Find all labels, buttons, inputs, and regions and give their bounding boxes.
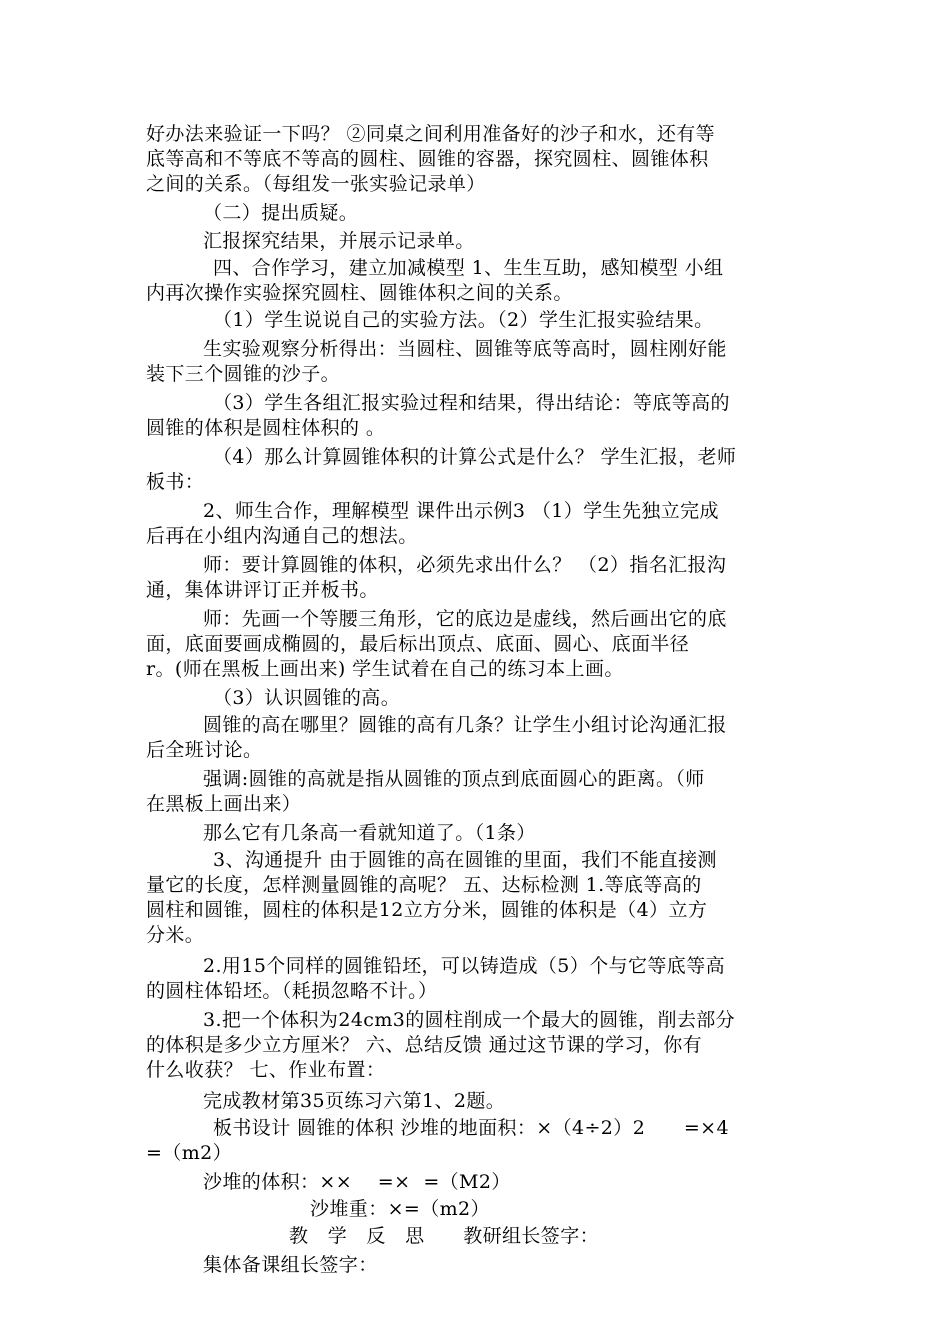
text-line-23: 圆锥的高在哪里？圆锥的高有几条？让学生小组讨论沟通汇报 [203,714,727,736]
text-line-4: （二）提出质疑。 [203,202,359,224]
text-line-2: 底等高和不等底不等高的圆柱、圆锥的容器，探究圆柱、圆锥体积 [146,148,709,170]
text-line-8: （1）学生说说自己的实验方法。（2）学生汇报实验结果。 [213,309,714,331]
text-line-39: =（m2） [146,1142,233,1164]
text-line-28: 3、沟通提升 由于圆锥的高在圆锥的里面，我们不能直接测 [213,849,717,871]
text-line-3: 之间的关系。（每组发一张实验记录单） [146,173,486,195]
text-line-37: 完成教材第35页练习六第1、2题。 [203,1090,506,1112]
text-line-11: （3）学生各组汇报实验过程和结果，得出结论：等底等高的 [213,392,730,414]
text-line-19: 师：先画一个等腰三角形，它的底边是虚线，然后画出它的底 [203,608,727,630]
text-line-18: 通，集体讲评订正并板书。 [146,579,379,601]
text-line-22: （3）认识圆锥的高。 [213,687,401,709]
text-line-14: 板书： [146,471,205,493]
text-line-16: 后再在小组内沟通自己的想法。 [146,525,418,547]
text-line-21: r。(师在黑板上画出来) 学生试着在自己的练习本上画。 [146,658,624,680]
text-line-13: （4）那么计算圆锥体积的计算公式是什么？ 学生汇报，老师 [213,446,737,468]
text-line-31: 分米。 [146,924,205,946]
text-line-27: 那么它有几条高一看就知道了。（1条） [203,822,536,844]
text-line-30: 圆柱和圆锥，圆柱的体积是12立方分米，圆锥的体积是（4）立方 [146,899,708,921]
text-line-12: 圆锥的体积是圆柱体积的 。 [146,417,386,439]
text-line-7: 内再次操作实验探究圆柱、圆锥体积之间的关系。 [146,282,573,304]
text-line-42: 教 学 反 思 教研组长签字： [289,1225,599,1247]
text-line-41: 沙堆重：×=（m2） [310,1198,490,1220]
text-line-6: 四、合作学习，建立加减模型 1、生生互助，感知模型 小组 [213,257,724,279]
text-line-43: 集体备课组长签字： [203,1254,378,1276]
text-line-40: 沙堆的体积：×× =× =（M2） [203,1171,511,1193]
text-line-24: 后全班讨论。 [146,739,263,761]
text-line-25: 强调:圆锥的高就是指从圆锥的顶点到底面圆心的距离。（师 [203,768,705,790]
text-line-9: 生实验观察分析得出：当圆柱、圆锥等底等高时，圆柱刚好能 [203,338,727,360]
text-line-1: 好办法来验证一下吗？ ②同桌之间利用准备好的沙子和水，还有等 [146,123,716,145]
text-line-36: 什么收获？ 七、作业布置： [146,1059,386,1081]
text-line-38: 板书设计 圆锥的体积 沙堆的地面积：×（4÷2）2 =×4 [213,1117,729,1139]
text-line-29: 量它的长度，怎样测量圆锥的高呢？ 五、达标检测 1.等底等高的 [146,874,702,896]
text-line-33: 的圆柱体铅坯。（耗损忽略不计。） [146,980,438,1002]
text-line-15: 2、师生合作，理解模型 课件出示例3 （1）学生先独立完成 [203,500,719,522]
text-line-17: 师：要计算圆锥的体积，必须先求出什么？ （2）指名汇报沟 [203,554,727,576]
text-line-34: 3.把一个体积为24cm3的圆柱削成一个最大的圆锥，削去部分 [203,1009,736,1031]
text-line-20: 面，底面要画成椭圆的，最后标出顶点、底面、圆心、底面半径 [146,633,690,655]
text-line-26: 在黑板上画出来） [146,793,302,815]
text-line-32: 2.用15个同样的圆锥铅坯，可以铸造成（5）个与它等底等高 [203,955,725,977]
text-line-5: 汇报探究结果，并展示记录单。 [203,230,475,252]
text-line-35: 的体积是多少立方厘米？ 六、总结反馈 通过这节课的学习，你有 [146,1034,703,1056]
text-line-10: 装下三个圆锥的沙子。 [146,363,341,385]
